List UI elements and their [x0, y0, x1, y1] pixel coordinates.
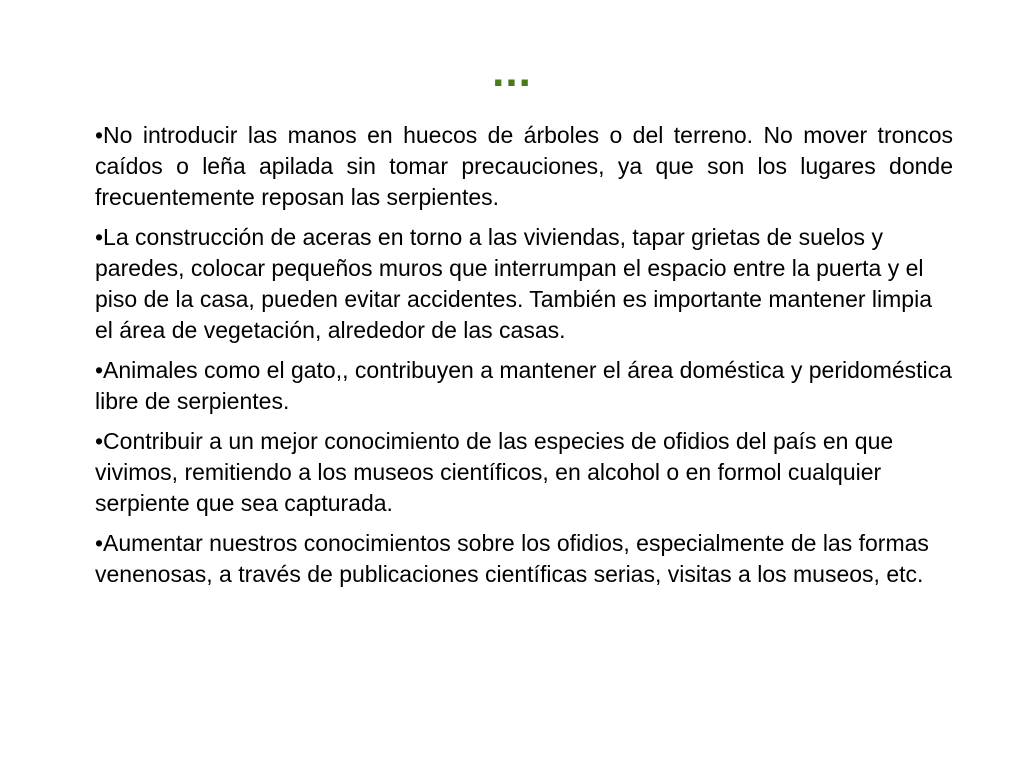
slide-title: ...	[492, 47, 532, 96]
bullet-item: •Aumentar nuestros conocimientos sobre los ofidios, especialmente de las formas venenosas, a través de publicaciones científicas serias, visitas a los museos, etc.	[95, 530, 929, 587]
bullet-item: •No introducir las manos en huecos de árboles o del terreno. No mover troncos caídos o leña apilada sin tomar precauciones, ya que son los lugares donde frecuentemente reposan las serpientes.	[95, 122, 953, 210]
bullet-item: •Animales como el gato,, contribuyen a mantener el área doméstica y peridoméstica libre de serpientes.	[95, 357, 952, 414]
slide-body	[95, 120, 953, 599]
bullet-item: •La construcción de aceras en torno a las viviendas, tapar grietas de suelos y paredes, colocar pequeños muros que interrumpan el espacio entre la puerta y el piso de la casa, pueden evitar accidentes. También es importante mantener limpia el área de vegetación, alrededor de las casas.	[95, 224, 932, 343]
bullet-item: •Contribuir a un mejor conocimiento de las especies de ofidios del país en que vivimos, remitiendo a los museos científicos, en alcohol o en formol cualquier serpiente que sea capturada.	[95, 428, 894, 516]
